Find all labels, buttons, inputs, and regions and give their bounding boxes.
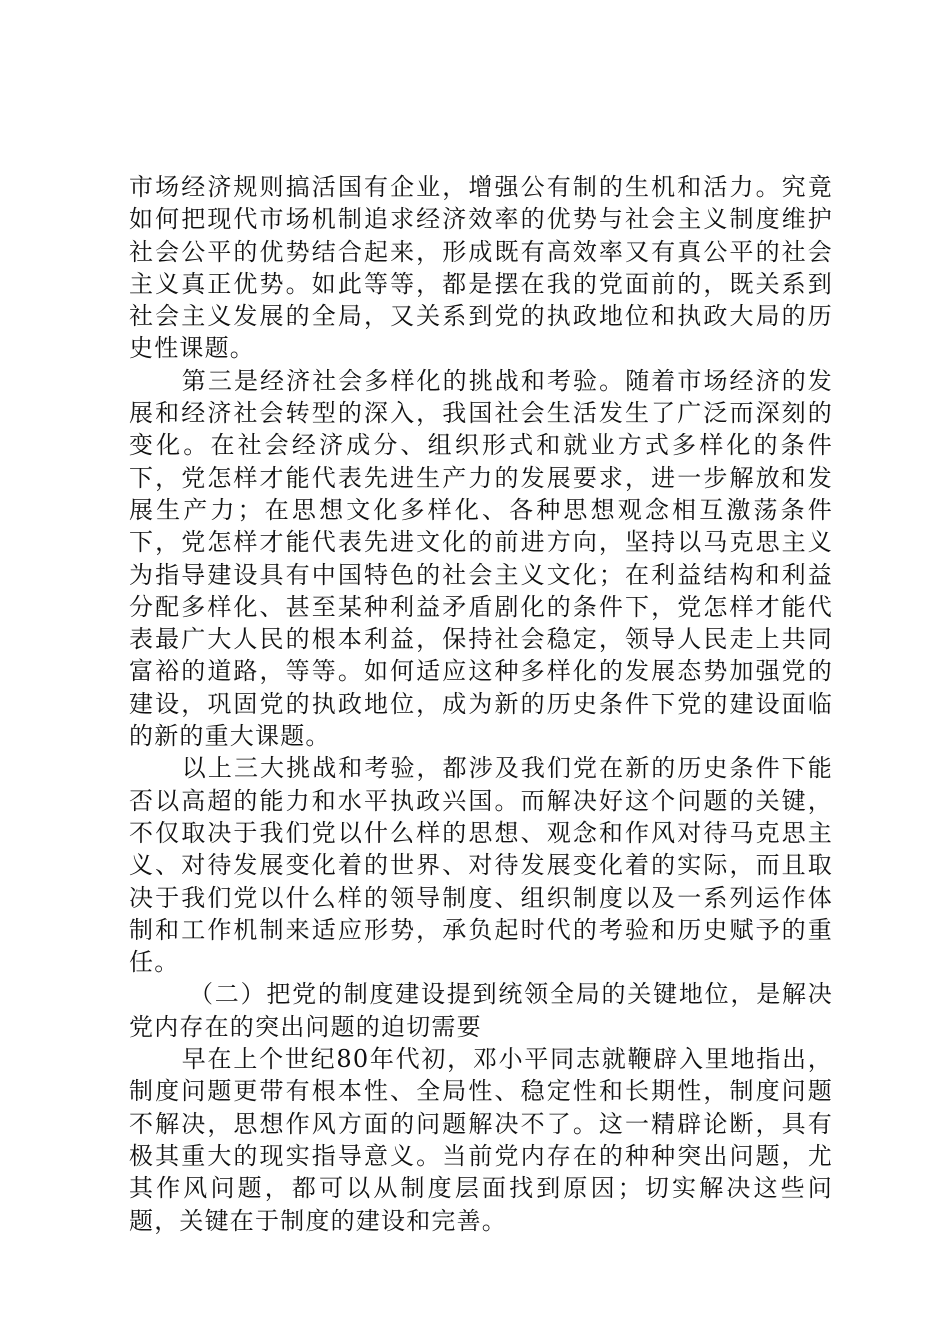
paragraph-third-challenge: 第三是经济社会多样化的挑战和考验。随着市场经济的发展和经济社会转型的深入，我国社会生活发生了广泛而深刻的变化。在社会经济成分、组织形式和就业方式多样化的条件下，党怎样才能代表先进生产力的发展要求，进一步解放和发展生产力；在思想文化多样化、各种思想观念相互激荡条件下，党怎样才能代表先进文化的前进方向，坚持以马克思主义为指导建设具有中国特色的社会主义文化；在利益结构和利益分配多样化、甚至某种利益矛盾剧化的条件下，党怎样才能代表最广大人民的根本利益，保持社会稳定，领导人民走上共同富裕的道路，等等。如何适应这种多样化的发展态势加强党的建设，巩固党的执政地位，成为新的历史条件下党的建设面临的新的重大课题。 xyxy=(129,366,833,751)
paragraph-continued: 市场经济规则搞活国有企业，增强公有制的生机和活力。究竟如何把现代市场机制追求经济效率的优势与社会主义制度维护社会公平的优势结合起来，形成既有高效率又有真公平的社会主义真正优势。如此等等，都是摆在我的党面前的，既关系到社会主义发展的全局，又关系到党的执政地位和执政大局的历史性课题。 xyxy=(129,173,833,363)
section-heading: （二）把党的制度建设提到统领全局的关键地位，是解决党内存在的突出问题的迫切需要 xyxy=(129,980,833,1041)
paragraph-summary: 以上三大挑战和考验，都涉及我们党在新的历史条件下能否以高超的能力和水平执政兴国。而解决好这个问题的关键，不仅取决于我们党以什么样的思想、观念和作风对待马克思主义、对待发展变化着的世界、对待发展变化着的实际，而且取决于我们党以什么样的领导制度、组织制度以及一系列运作体制和工作机制来适应形势，承负起时代的考验和历史赋予的重任。 xyxy=(129,754,833,977)
document-body xyxy=(129,171,833,1237)
paragraph-deng-xiaoping: 早在上个世纪80年代初，邓小平同志就鞭辟入里地指出，制度问题更带有根本性、全局性、稳定性和长期性，制度问题不解决，思想作风方面的问题解决不了。这一精辟论断，具有极其重大的现实指导意义。当前党内存在的种种突出问题，尤其作风问题，都可以从制度层面找到原因；切实解决这些问题，关键在于制度的建设和完善。 xyxy=(129,1045,833,1235)
